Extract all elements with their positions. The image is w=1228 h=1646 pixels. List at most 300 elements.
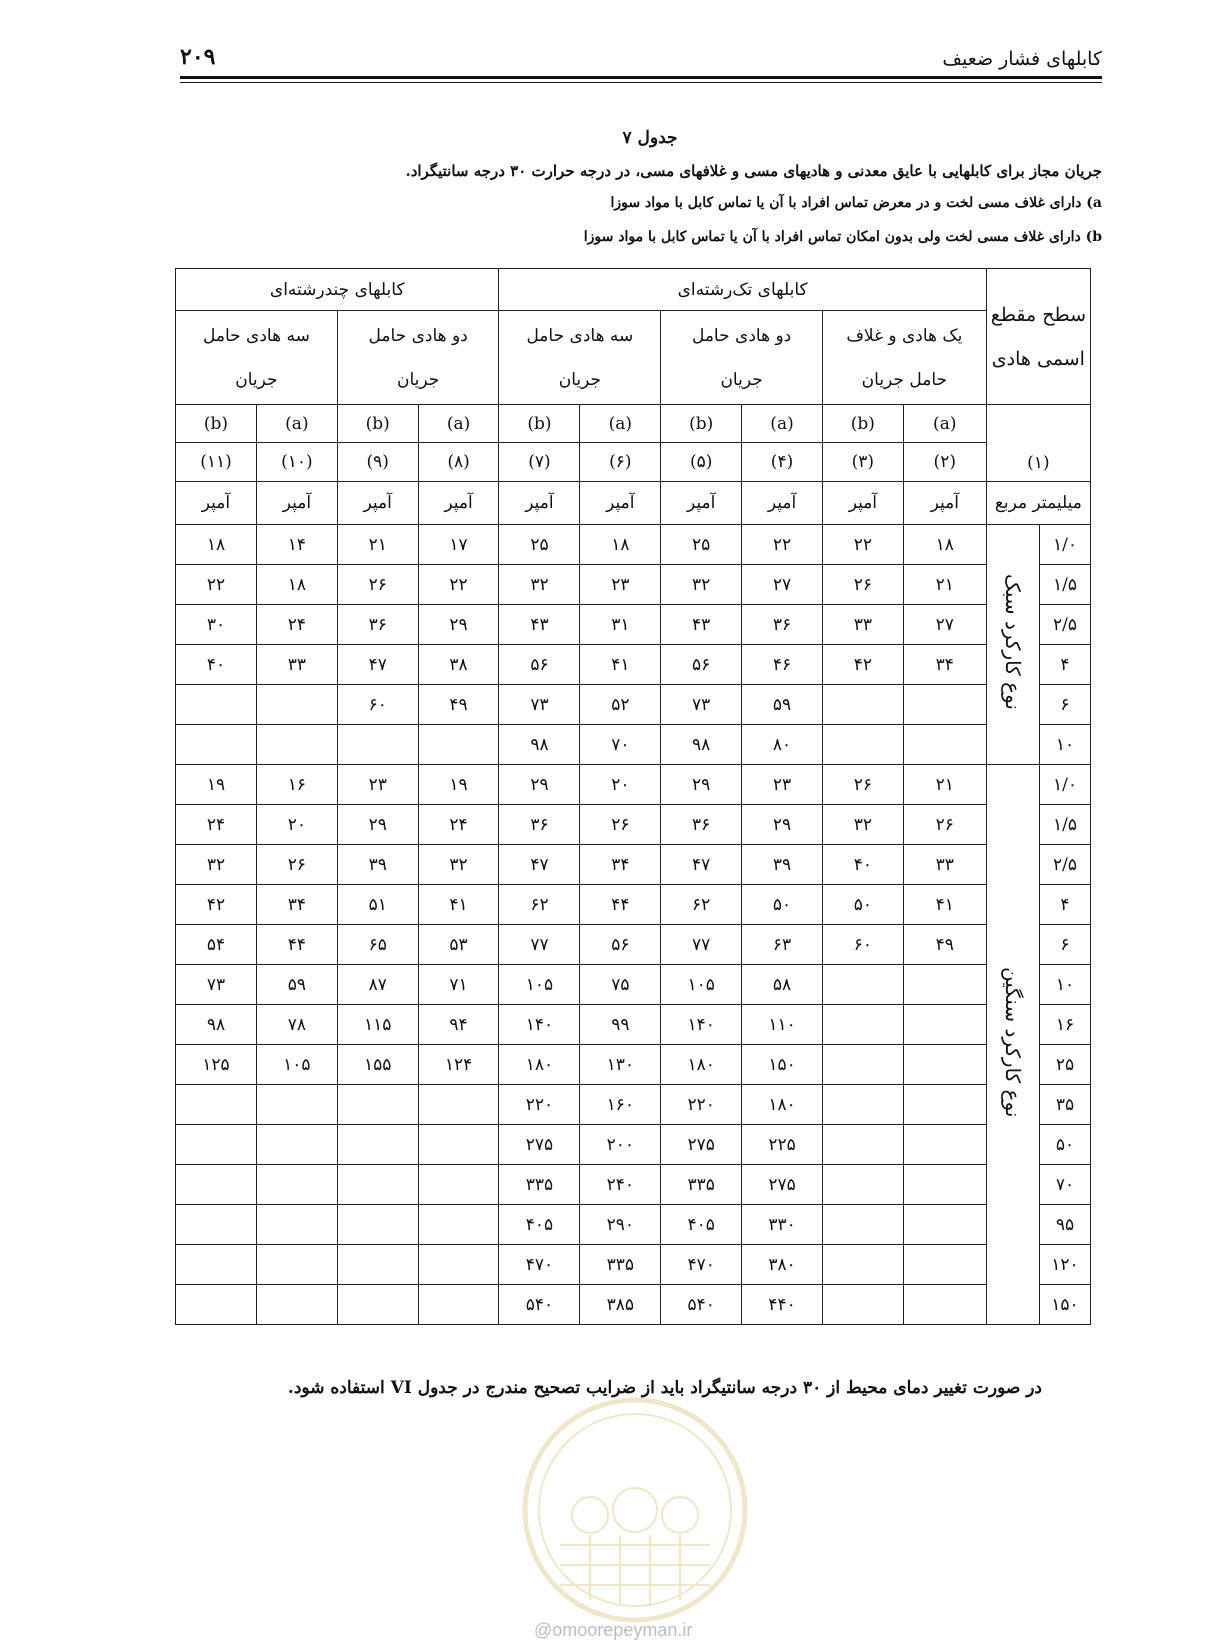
ampacity-cell: ۷۵ [580,965,661,1005]
ampacity-cell: ۹۸ [499,725,580,765]
ampacity-cell [418,1245,499,1285]
ampacity-cell: ۳۳ [822,605,903,645]
header-rule-thin [180,82,1102,83]
ampacity-cell: ۱۱۰ [742,1005,823,1045]
ampacity-cell: ۱۹ [418,765,499,805]
size-col-number: (۱) [986,405,1090,482]
column-number: (۵) [661,443,742,482]
sheath-variant-label: (b) [822,405,903,443]
sheath-variant-label: (b) [337,405,418,443]
ampacity-cell: ۵۰ [822,885,903,925]
ampacity-cell: ۲۷۵ [661,1125,742,1165]
ampacity-cell: ۴۳ [499,605,580,645]
ampacity-cell: ۴۰۵ [661,1205,742,1245]
ampacity-cell [256,1165,337,1205]
ampacity-cell: ۷۷ [499,925,580,965]
ampacity-cell [337,1125,418,1165]
ampacity-cell [176,685,257,725]
ampacity-cell: ۲۷ [903,605,986,645]
ampacity-cell: ۵۸ [742,965,823,1005]
ampacity-cell: ۵۹ [742,685,823,725]
table-row [176,645,1091,685]
ampacity-cell: ۳۶ [337,605,418,645]
ampacity-cell [822,1125,903,1165]
watermark-logo [520,1395,750,1625]
ampacity-cell: ۴۴ [256,925,337,965]
conductor-size: ۵۰ [1039,1125,1090,1165]
ampacity-cell: ۱۶ [256,765,337,805]
ampacity-cell [822,1245,903,1285]
conductor-header [499,311,661,405]
ampacity-cell: ۳۰ [176,605,257,645]
ampacity-cell: ۲۶ [580,805,661,845]
note-b: b) دارای غلاف مسی لخت ولی بدون امکان تماس افراد با آن یا تماس کابل با مواد سوزا [583,229,1102,245]
ampacity-cell: ۳۶ [742,605,823,645]
ampacity-cell: ۲۹ [742,805,823,845]
ampacity-cell [903,725,986,765]
ampacity-cell: ۵۴۰ [499,1285,580,1325]
ampacity-cell: ۲۰ [256,805,337,845]
ampacity-cell [176,1125,257,1165]
ampacity-cell: ۷۸ [256,1005,337,1045]
ampacity-cell: ۲۱ [903,765,986,805]
conductor-header [176,311,338,405]
table-row [176,1205,1091,1245]
ampacity-cell: ۴۶ [742,645,823,685]
header-rule [180,76,1102,79]
column-number: (۷) [499,443,580,482]
ampacity-cell [337,1205,418,1245]
conductor-header-line1: سه هادی حامل [526,325,634,346]
ampacity-cell: ۶۰ [337,685,418,725]
table-row [176,765,1091,805]
ampacity-cell: ۳۴ [580,845,661,885]
ampacity-cell: ۳۲ [499,565,580,605]
ampacity-cell [822,1165,903,1205]
size-unit: میلیمتر مربع [986,482,1090,525]
ampacity-cell [903,965,986,1005]
conductor-size: ۱۰ [1039,965,1090,1005]
ampacity-cell: ۵۹ [256,965,337,1005]
ampacity-cell: ۵۶ [661,645,742,685]
ampacity-cell [418,1085,499,1125]
ampacity-cell: ۲۹ [661,765,742,805]
sheath-variant-label: (a) [418,405,499,443]
ampacity-cell: ۱۸۰ [742,1085,823,1125]
ampacity-cell: ۲۲ [822,525,903,565]
ampacity-cell: ۲۵ [661,525,742,565]
ampacity-cell: ۳۳۵ [580,1245,661,1285]
ampacity-cell: ۲۱ [903,565,986,605]
ampacity-cell: ۲۲ [176,565,257,605]
table-row [176,1005,1091,1045]
table-row [176,525,1091,565]
ampacity-cell: ۳۳۰ [742,1205,823,1245]
ampacity-cell: ۱۸۰ [661,1045,742,1085]
ampacity-cell: ۲۲۰ [661,1085,742,1125]
table-row [176,685,1091,725]
ampacity-cell: ۲۳ [337,765,418,805]
conductor-size: ۱/۰ [1039,525,1090,565]
ampacity-cell [256,1245,337,1285]
ampacity-cell [256,1205,337,1245]
unit-ampere: آمپر [580,482,661,525]
ampacity-cell: ۷۰ [580,725,661,765]
ampacity-cell: ۳۹ [742,845,823,885]
ampacity-cell: ۱۵۰ [742,1045,823,1085]
ampacity-cell: ۶۵ [337,925,418,965]
ampacity-cell: ۳۴ [256,885,337,925]
ampacity-cell: ۲۶ [822,765,903,805]
ampacity-cell: ۹۹ [580,1005,661,1045]
table-row [176,1165,1091,1205]
conductor-size: ۳۵ [1039,1085,1090,1125]
conductor-size: ۶ [1039,685,1090,725]
ampacity-cell: ۲۲۵ [742,1125,823,1165]
ampacity-cell: ۱۰۵ [256,1045,337,1085]
conductor-header-line2: جریان [396,369,440,390]
table-row [176,805,1091,845]
ampacity-cell: ۱۴۰ [499,1005,580,1045]
sheath-variant-label: (a) [256,405,337,443]
ampacity-cell [822,1085,903,1125]
column-number: (۶) [580,443,661,482]
table-row [176,1045,1091,1085]
ampacity-cell: ۶۲ [499,885,580,925]
conductor-size: ۲/۵ [1039,845,1090,885]
ampacity-cell [418,1285,499,1325]
conductor-size: ۶ [1039,925,1090,965]
ampacity-cell: ۲۴۰ [580,1165,661,1205]
ampacity-cell: ۴۰ [176,645,257,685]
ampacity-cell [256,685,337,725]
ampacity-cell: ۶۰ [822,925,903,965]
ampacity-cell: ۱۸ [580,525,661,565]
ampacity-cell [337,1085,418,1125]
ampacity-cell: ۲۳ [580,565,661,605]
unit-ampere: آمپر [822,482,903,525]
ampacity-cell [176,1205,257,1245]
conductor-header-line2: جریان [235,369,278,390]
table-row [176,885,1091,925]
ampacity-cell: ۴۷۰ [661,1245,742,1285]
ampacity-cell: ۲۶ [256,845,337,885]
ampacity-cell: ۲۶ [822,565,903,605]
ampacity-cell: ۱۸ [903,525,986,565]
ampacity-cell: ۲۰۰ [580,1125,661,1165]
ampacity-cell: ۲۹ [499,765,580,805]
ampacity-cell: ۵۲ [580,685,661,725]
ampacity-cell: ۹۴ [418,1005,499,1045]
table-row [176,965,1091,1005]
sheath-variant-label: (b) [661,405,742,443]
unit-ampere: آمپر [903,482,986,525]
table-row [176,845,1091,885]
ampacity-cell: ۶۲ [661,885,742,925]
ampacity-cell: ۲۲۰ [499,1085,580,1125]
group-single-core: کابلهای تک‌رشته‌ای [499,269,986,311]
conductor-header-line2: حامل جریان [861,369,948,390]
ampacity-cell: ۱۸ [256,565,337,605]
ampacity-cell: ۲۷ [742,565,823,605]
table-caption: جدول ۷ [622,128,678,148]
ampacity-cell [822,685,903,725]
ampacity-cell: ۱۵۵ [337,1045,418,1085]
ampacity-cell: ۵۶ [499,645,580,685]
running-title: کابلهای فشار ضعیف [942,48,1102,70]
ampacity-cell: ۳۶ [661,805,742,845]
sheath-variant-label: (a) [580,405,661,443]
table-row [176,1285,1091,1325]
ampacity-cell [418,1205,499,1245]
ampacity-cell [337,1245,418,1285]
ampacity-cell: ۵۳ [418,925,499,965]
ampacity-cell: ۴۷ [661,845,742,885]
conductor-header-line1: دو هادی حامل [368,325,468,346]
conductor-size: ۱۶ [1039,1005,1090,1045]
ampacity-cell [337,1285,418,1325]
ampacity-cell: ۱۶۰ [580,1085,661,1125]
ampacity-cell [903,1285,986,1325]
column-number: (۹) [337,443,418,482]
ampacity-cell: ۷۳ [176,965,257,1005]
ampacity-cell: ۵۱ [337,885,418,925]
note-a: a) دارای غلاف مسی لخت و در معرض تماس افراد با آن یا تماس کابل با مواد سوزا [610,195,1102,211]
ampacity-cell: ۳۳۵ [499,1165,580,1205]
conductor-header-line1: یک هادی و غلاف [846,325,963,346]
duty-heavy-label: نوع کارکرد سنگین [1000,966,1025,1118]
conductor-size: ۷۰ [1039,1165,1090,1205]
ampacity-cell: ۲۹ [337,805,418,845]
ampacity-cell [903,685,986,725]
ampacity-cell: ۴۱ [580,645,661,685]
ampacity-cell: ۳۸۰ [742,1245,823,1285]
ampacity-cell: ۲۶ [903,805,986,845]
ampacity-cell: ۴۴ [580,885,661,925]
ampacity-cell: ۵۴ [176,925,257,965]
ampacity-cell [176,725,257,765]
ampacity-cell: ۴۰۵ [499,1205,580,1245]
ampacity-cell: ۴۷۰ [499,1245,580,1285]
ampacity-cell [176,1285,257,1325]
ampacity-cell: ۱۹ [176,765,257,805]
ampacity-cell [337,725,418,765]
ampacity-cell: ۲۱ [337,525,418,565]
table-description: جریان مجاز برای کابلهایی با عایق معدنی و هادیهای مسی و غلافهای مسی، در درجه حرارت ۳۰ درجه سانتیگراد. [405,162,1102,180]
conductor-header-line1: سه هادی حامل [202,325,310,346]
ampacity-cell [176,1165,257,1205]
ampacity-cell [418,1165,499,1205]
ampacity-cell [822,1205,903,1245]
group-multi-core: کابلهای چندرشته‌ای [176,269,499,311]
ampacity-cell: ۴۷ [499,845,580,885]
size-header [986,269,1090,405]
conductor-size: ۹۵ [1039,1205,1090,1245]
ampacity-cell [822,965,903,1005]
ampacity-cell: ۱۸ [176,525,257,565]
ampacity-cell: ۷۳ [661,685,742,725]
ampacity-cell: ۳۴ [903,645,986,685]
ampacity-cell: ۴۰ [822,845,903,885]
ampacity-cell: ۴۲ [822,645,903,685]
ampacity-cell [176,1085,257,1125]
ampacity-cell: ۳۲ [176,845,257,885]
ampacity-cell: ۴۱ [903,885,986,925]
ampacity-cell: ۴۹ [418,685,499,725]
ampacity-cell: ۱۲۴ [418,1045,499,1085]
table-row [176,1125,1091,1165]
conductor-size: ۲/۵ [1039,605,1090,645]
conductor-size: ۴ [1039,885,1090,925]
size-header-line2: اسمی هادی [991,347,1085,370]
ampacity-cell: ۱۱۵ [337,1005,418,1045]
column-number: (۱۱) [176,443,257,482]
ampacity-cell: ۷۱ [418,965,499,1005]
ampacity-cell: ۲۴ [256,605,337,645]
unit-ampere: آمپر [499,482,580,525]
ampacity-cell: ۲۲ [742,525,823,565]
ampacity-cell: ۲۴ [176,805,257,845]
conductor-header-line2: جریان [720,369,763,390]
ampacity-cell: ۳۸ [418,645,499,685]
ampacity-cell [903,1165,986,1205]
conductor-size: ۱۵۰ [1039,1285,1090,1325]
table-row [176,925,1091,965]
sheath-variant-label: (a) [742,405,823,443]
page-header [180,44,1102,76]
ampacity-cell: ۱۳۰ [580,1045,661,1085]
conductor-header-line1: دو هادی حامل [691,325,792,346]
ampacity-cell [256,1125,337,1165]
ampacity-cell: ۴۴۰ [742,1285,823,1325]
ampacity-cell: ۲۷۵ [742,1165,823,1205]
ampacity-cell: ۸۰ [742,725,823,765]
ampacity-cell: ۱۰۵ [499,965,580,1005]
ampacity-cell: ۹۸ [661,725,742,765]
unit-ampere: آمپر [742,482,823,525]
conductor-size: ۱/۵ [1039,565,1090,605]
ampacity-cell: ۱۰۵ [661,965,742,1005]
duty-light-label: نوع کارکرد سبک [1000,574,1025,710]
column-number: (۲) [903,443,986,482]
ampacity-cell: ۲۷۵ [499,1125,580,1165]
ampacity-cell: ۳۲ [822,805,903,845]
column-number: (۸) [418,443,499,482]
sheath-variant-label: (b) [176,405,257,443]
ampacity-cell: ۳۳۵ [661,1165,742,1205]
ampacity-cell: ۳۳ [903,845,986,885]
ampacity-cell: ۴۷ [337,645,418,685]
ampacity-cell: ۳۳ [256,645,337,685]
unit-ampere: آمپر [418,482,499,525]
sheath-variant-label: (b) [499,405,580,443]
ampacity-cell: ۳۲ [418,845,499,885]
ampacity-cell: ۹۸ [176,1005,257,1045]
size-header-line1: سطح مقطع [990,303,1087,326]
ampacity-cell [256,1085,337,1125]
ampacity-table [175,268,1091,1325]
ampacity-cell [903,1125,986,1165]
ampacity-cell: ۴۱ [418,885,499,925]
ampacity-cell [903,1045,986,1085]
column-number: (۴) [742,443,823,482]
ampacity-cell [822,1005,903,1045]
ampacity-cell: ۴۲ [176,885,257,925]
ampacity-cell: ۳۸۵ [580,1285,661,1325]
ampacity-cell [337,1165,418,1205]
ampacity-cell: ۵۰ [742,885,823,925]
conductor-size: ۱۲۰ [1039,1245,1090,1285]
ampacity-cell: ۶۳ [742,925,823,965]
ampacity-cell [822,725,903,765]
page-number: ۲۰۹ [180,44,216,70]
ampacity-cell: ۲۳ [742,765,823,805]
unit-ampere: آمپر [256,482,337,525]
ampacity-cell: ۴۳ [661,605,742,645]
conductor-size: ۱۰ [1039,725,1090,765]
conductor-size: ۴ [1039,645,1090,685]
ampacity-cell: ۲۲ [418,565,499,605]
ampacity-cell: ۷۳ [499,685,580,725]
column-number: (۱۰) [256,443,337,482]
ampacity-cell: ۲۵ [499,525,580,565]
ampacity-cell: ۱۲۵ [176,1045,257,1085]
ampacity-cell: ۵۴۰ [661,1285,742,1325]
ampacity-cell [903,1245,986,1285]
ampacity-cell: ۱۷ [418,525,499,565]
conductor-size: ۱/۰ [1039,765,1090,805]
unit-ampere: آمپر [337,482,418,525]
conductor-header [661,311,823,405]
ampacity-cell: ۳۶ [499,805,580,845]
conductor-header [337,311,499,405]
ampacity-cell [903,1005,986,1045]
ampacity-cell: ۲۹ [418,605,499,645]
watermark-url: @omoorepeyman.ir [534,1620,693,1640]
table-row [176,725,1091,765]
ampacity-cell: ۲۹۰ [580,1205,661,1245]
ampacity-cell: ۳۹ [337,845,418,885]
ampacity-cell: ۳۱ [580,605,661,645]
ampacity-cell: ۷۷ [661,925,742,965]
correction-note: در صورت تغییر دمای محیط از ۳۰ درجه سانتیگراد باید از ضرایب تصحیح مندرج در جدول VI استفاده شود. [287,1378,1042,1398]
ampacity-cell [418,725,499,765]
ampacity-cell: ۲۴ [418,805,499,845]
duty-light [986,525,1039,765]
table-row [176,1085,1091,1125]
table-row [176,565,1091,605]
ampacity-cell: ۱۸۰ [499,1045,580,1085]
ampacity-cell: ۳۲ [661,565,742,605]
conductor-header-line2: جریان [558,369,602,390]
unit-ampere: آمپر [176,482,257,525]
ampacity-cell: ۵۶ [580,925,661,965]
ampacity-cell: ۲۶ [337,565,418,605]
table-row [176,605,1091,645]
unit-ampere: آمپر [661,482,742,525]
ampacity-cell [418,1125,499,1165]
ampacity-cell [903,1085,986,1125]
table-row [176,1245,1091,1285]
ampacity-cell [903,1205,986,1245]
ampacity-cell [256,1285,337,1325]
ampacity-cell [822,1045,903,1085]
conductor-size: ۲۵ [1039,1045,1090,1085]
column-number: (۳) [822,443,903,482]
ampacity-cell: ۴۹ [903,925,986,965]
ampacity-cell [822,1285,903,1325]
ampacity-cell: ۱۴۰ [661,1005,742,1045]
